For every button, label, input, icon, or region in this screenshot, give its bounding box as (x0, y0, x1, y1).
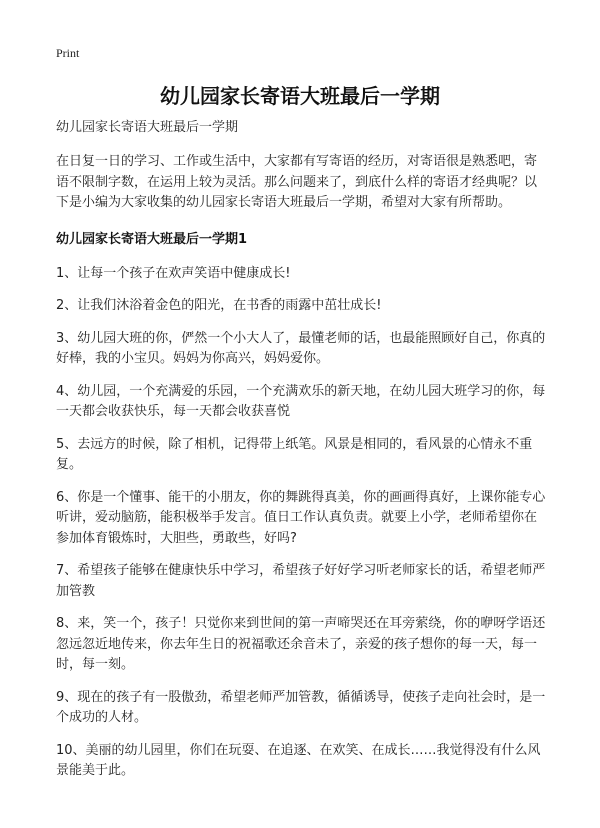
list-item: 6、你是一个懂事、能干的小朋友，你的舞跳得真美，你的画画得真好，上课你能专心听讲，爱动脑筋，能积极举手发言。值日工作认真负责。就要上小学，老师希望你在参加体育锻炼时，大胆些，勇敢些，好吗? (56, 489, 546, 546)
section-heading: 幼儿园家长寄语大班最后一学期1 (56, 231, 248, 247)
article-body (56, 118, 548, 794)
print-link[interactable]: Print (56, 46, 80, 60)
list-item: 10、美丽的幼儿园里，你们在玩耍、在追逐、在欢笑、在成长……我觉得没有什么风景能美于此。 (56, 742, 541, 778)
list-item: 9、现在的孩子有一股傲劲，希望老师严加管教，循循诱导，使孩子走向社会时，是一个成功的人材。 (56, 689, 546, 725)
intro-paragraph: 在日复一日的学习、工作或生活中，大家都有写寄语的经历，对寄语很是熟悉吧，寄语不限制字数，在运用上较为灵活。那么问题来了，到底什么样的寄语才经典呢？以下是小编为大家收集的幼儿园家长寄语大班最后一学期，希望对大家有所帮助。 (56, 154, 538, 210)
list-item: 3、幼儿园大班的你，俨然一个小大人了，最懂老师的话，也最能照顾好自己，你真的好棒，我的小宝贝。妈妈为你高兴，妈妈爱你。 (56, 330, 546, 366)
article-subtitle: 幼儿园家长寄语大班最后一学期 (56, 120, 239, 135)
list-item: 7、希望孩子能够在健康快乐中学习，希望孩子好好学习听老师家长的话，希望老师严加管教 (56, 563, 546, 599)
list-item: 1、让每一个孩子在欢声笑语中健康成长! (56, 265, 291, 281)
list-item: 8、来，笑一个，孩子！只觉你来到世间的第一声啼哭还在耳旁萦绕，你的咿呀学语还忽远忽近地传来，你去年生日的祝福歌还余音未了，亲爱的孩子想你的每一天，每一时，每一刻。 (56, 616, 546, 672)
list-item: 4、幼儿园，一个充满爱的乐园，一个充满欢乐的新天地，在幼儿园大班学习的你，每一天都会收获快乐，每一天都会收获喜悦 (56, 383, 546, 419)
page-title: 幼儿园家长寄语大班最后一学期 (160, 84, 440, 108)
list-item: 5、去远方的时候，除了相机，记得带上纸笔。风景是相同的，看风景的心情永不重复。 (56, 436, 533, 472)
list-item: 2、让我们沐浴着金色的阳光，在书香的雨露中茁壮成长! (56, 298, 382, 313)
